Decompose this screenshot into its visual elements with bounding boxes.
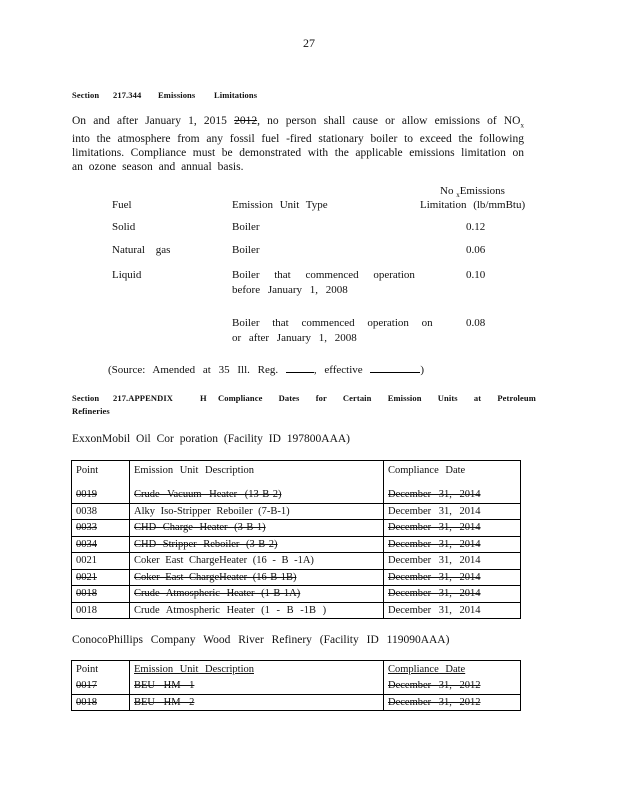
exxon-table-header xyxy=(72,461,521,488)
source-note: (Source: Amended at 35 Ill. Reg. , effective ) xyxy=(108,364,425,376)
struck-year: 2012 xyxy=(234,115,258,127)
header-limit-line1: No $_x$Emissions xyxy=(440,185,505,200)
paragraph-text-3: into the atmosphere from any fossil fuel -fired stationary boiler to exceed the following limitations. Compliance must be demonstrated with the applicable emissions limitation on an ozone season and annual basis. xyxy=(72,133,524,174)
table-row: 0018 BEU HM 2 December 31, 2012 xyxy=(72,694,521,711)
appendix-title: Compliance Dates for Certain Emission Units at Petroleum xyxy=(218,393,536,403)
register-blank xyxy=(286,363,314,373)
limit-liquid-before: 0.10 xyxy=(466,269,486,281)
unit-liquid-after-line1: Boiler that commenced operation on xyxy=(232,317,433,329)
table-row: 0021 Coker East ChargeHeater (16-B-1B) December 31, 2014 xyxy=(72,569,521,586)
header-unit-type: Emission Unit Type xyxy=(232,199,328,211)
conoco-header-date: Compliance Date xyxy=(388,664,466,675)
table-row: 0019 Crude Vacuum Heater (13-B-2) December 31, 2014 xyxy=(72,487,521,503)
table-row: 0033 CHD Charge Heater (3-B-1) December 31, 2014 xyxy=(72,520,521,537)
limit-liquid-after: 0.08 xyxy=(466,317,486,329)
section-title-word-1: Emissions xyxy=(158,90,196,100)
paragraph-text-2: , no person shall cause or allow emissions of NO xyxy=(257,115,521,127)
fuel-natural-gas: Natural gas xyxy=(112,244,171,256)
table-row: 0021 Coker East ChargeHeater (16 - B -1A) December 31, 2014 xyxy=(72,553,521,570)
table-row: 0034 CHD Stripper Reboiler (3-B-2) December 31, 2014 xyxy=(72,536,521,553)
exxon-header-date: Compliance Date xyxy=(388,465,466,476)
effective-date-blank xyxy=(370,363,420,373)
appendix-title-line2: Refineries xyxy=(72,406,110,416)
table-row: 0017 BEU HM 1 December 31, 2012 xyxy=(72,678,521,694)
exxon-header-description: Emission Unit Description xyxy=(130,461,384,488)
nox-subscript: x xyxy=(520,121,524,130)
paragraph-text-1: On and after January 1, 2015 xyxy=(72,115,235,127)
conoco-table xyxy=(71,660,521,711)
limit-solid: 0.12 xyxy=(466,221,486,233)
conoco-table-header xyxy=(72,661,521,679)
section-label: Section xyxy=(72,90,100,100)
exxon-heading: ExxonMobil Oil Cor poration (Facility ID 197800AAA) xyxy=(72,433,351,445)
unit-solid: Boiler xyxy=(232,221,260,233)
fuel-solid: Solid xyxy=(112,221,136,233)
limit-natural-gas: 0.06 xyxy=(466,244,486,256)
fuel-liquid: Liquid xyxy=(112,269,142,281)
unit-liquid-line1: Boiler that commenced operation xyxy=(232,269,415,281)
unit-liquid-after-line2: or after January 1, 2008 xyxy=(232,332,357,344)
section-title-word-2: Limitations xyxy=(214,90,258,100)
page-number: 27 xyxy=(303,36,315,50)
table-row: 0038 Alky Iso-Stripper Reboiler (7-B-1) December 31, 2014 xyxy=(72,503,521,520)
table-row: 0018 Crude Atmospheric Heater (1 - B -1B ) December 31, 2014 xyxy=(72,602,521,619)
appendix-letter: H xyxy=(200,393,207,403)
header-limit-line2: Limitation (lb/mmBtu) xyxy=(420,199,526,211)
appendix-section-label: Section xyxy=(72,393,100,403)
rule-paragraph xyxy=(72,114,524,174)
appendix-number: 217.APPENDIX xyxy=(113,393,173,403)
conoco-header-point: Point xyxy=(72,661,130,679)
conoco-heading: ConocoPhillips Company Wood River Refinery (Facility ID 119090AAA) xyxy=(72,634,450,646)
unit-natural-gas: Boiler xyxy=(232,244,260,256)
table-row: 0018 Crude Atmospheric Heater (1-B-1A) December 31, 2014 xyxy=(72,586,521,603)
conoco-header-description: Emission Unit Description xyxy=(130,661,384,679)
exxon-header-point: Point xyxy=(72,461,130,488)
unit-liquid-line2: before January 1, 2008 xyxy=(232,284,348,296)
exxon-table xyxy=(71,460,521,619)
section-number: 217.344 xyxy=(113,90,142,100)
header-fuel: Fuel xyxy=(112,199,132,211)
